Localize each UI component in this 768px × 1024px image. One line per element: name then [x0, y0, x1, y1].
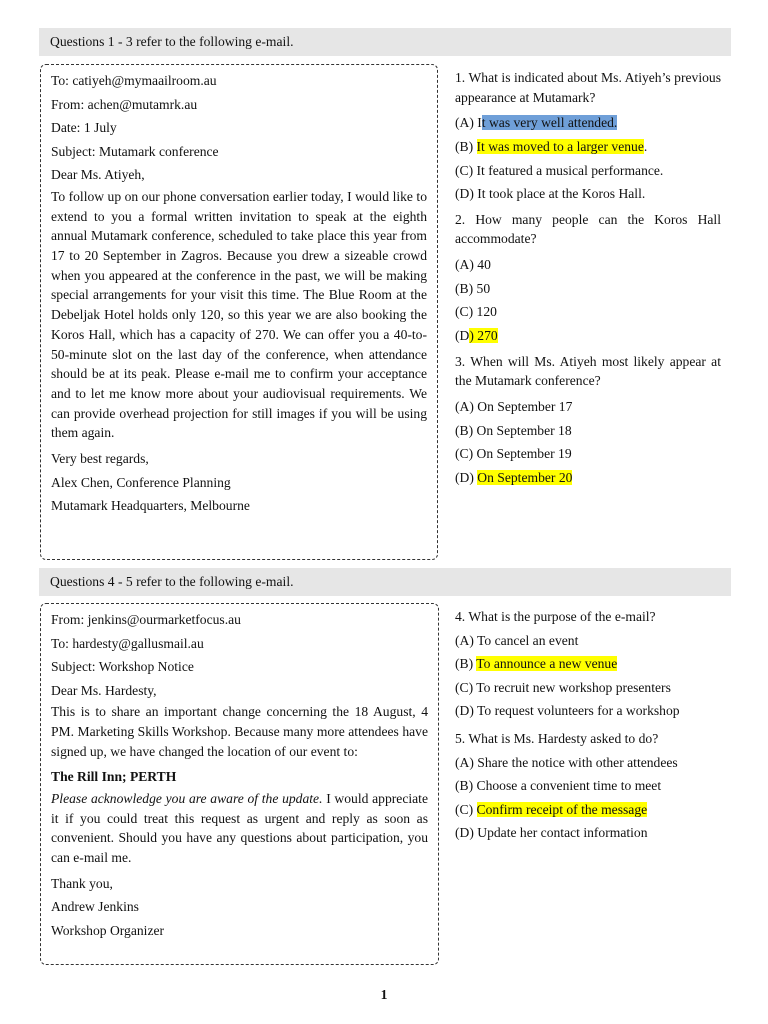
option-3c[interactable]: (C) On September 19: [455, 446, 572, 462]
email-box-2: [40, 603, 439, 965]
email-closing: Very best regards,: [51, 451, 149, 467]
email-to: To: catiyeh@mymaailroom.au: [51, 73, 217, 88]
email-date: Date: 1 July: [51, 120, 117, 136]
email-greeting: Dear Ms. Hardesty,: [51, 682, 157, 698]
option-2b[interactable]: (B) 50: [455, 280, 491, 296]
email-body: This is to share an important change concerning the 18 August, 4 PM. Marketing Skills Workshop. Because many more attendees have signed up, we have changed the location of our event to:: [51, 704, 428, 759]
questions-column-1: [455, 68, 721, 489]
question-5: 5. What is Ms. Hardesty asked to do?: [455, 730, 659, 746]
option-2d[interactable]: (D) 270: [455, 327, 498, 343]
email-venue: The Rill Inn; PERTH: [51, 769, 177, 785]
email-body-2-rest: I would appreciate it if you could treat this request as urgent and reply as soon as convenient. Should you have any questions about participation, you can e-mail me.: [51, 791, 428, 866]
email-body-2: [51, 789, 428, 868]
question-4: 4. What is the purpose of the e-mail?: [455, 609, 656, 624]
option-5a[interactable]: (A) Share the notice with other attendees: [455, 754, 678, 770]
question-2: 2. How many people can the Koros Hall accommodate?: [455, 211, 721, 247]
option-3d[interactable]: (D) On September 20: [455, 469, 573, 485]
option-4d[interactable]: (D) To request volunteers for a workshop: [455, 703, 680, 719]
email-closing: Thank you,: [51, 875, 113, 891]
email-from: From: jenkins@ourmarketfocus.au: [51, 612, 241, 627]
question-1: 1. What is indicated about Ms. Atiyeh’s previous appearance at Mutamark?: [455, 70, 721, 105]
option-1d[interactable]: (D) It took place at the Koros Hall.: [455, 186, 646, 202]
email-subject: Subject: Mutamark conference: [51, 143, 219, 159]
option-3b[interactable]: (B) On September 18: [455, 422, 572, 438]
option-3a[interactable]: (A) On September 17: [455, 398, 573, 414]
email-body: To follow up on our phone conversation earlier today, I would like to extend to you a formal written invitation to speak at the eighth annual Mutamark conference, scheduled to take place this year from 17 to 20 September in Zagros. Because you drew a sizeable crowd when you appeared at the conference in the past, we will be making special arrangements for your visit this time. The Blue Room at the Debeljak Hotel holds only 120, so this year we are also booking the Koros Hall, which has a capacity of 270. We can offer you a 40-to-50-minute slot on the last day of the conference, when attendance should be at its peak. Please e-mail me to confirm your acceptance and to let me know more about your audiovisual requirements. We can provide overhead projection for still images if you will be using them again.: [51, 188, 427, 441]
email-signature-title: Workshop Organizer: [51, 923, 165, 939]
option-1b[interactable]: (B) It was moved to a larger venue.: [455, 139, 648, 154]
option-4b[interactable]: (B) To announce a new venue: [455, 656, 618, 672]
email-box-1: [40, 64, 438, 560]
questions-column-2: [455, 605, 721, 845]
email-subject: Subject: Workshop Notice: [51, 659, 194, 675]
section2-banner: Questions 4 - 5 refer to the following e-mail.: [39, 568, 731, 596]
option-2c[interactable]: (C) 120: [455, 304, 497, 320]
page-number: 1: [380, 987, 388, 1002]
option-2a[interactable]: (A) 40: [455, 257, 491, 273]
email-to: To: hardesty@gallusmail.au: [51, 635, 204, 651]
option-4a[interactable]: (A) To cancel an event: [455, 632, 579, 648]
option-1a[interactable]: (A) It was very well attended.: [455, 115, 618, 131]
question-3: 3. When will Ms. Atiyeh most likely appear at the Mutamark conference?: [455, 353, 721, 389]
option-5b[interactable]: (B) Choose a convenient time to meet: [455, 778, 662, 794]
section1-banner: Questions 1 - 3 refer to the following e-mail.: [39, 28, 731, 56]
option-4c[interactable]: (C) To recruit new workshop presenters: [455, 679, 671, 695]
email-signature-name: Andrew Jenkins: [51, 899, 139, 915]
acknowledge-request: Please acknowledge you are aware of the update.: [51, 791, 323, 807]
email-signature-name: Alex Chen, Conference Planning: [51, 474, 231, 490]
email-greeting: Dear Ms. Atiyeh,: [51, 167, 145, 183]
email-signature-org: Mutamark Headquarters, Melbourne: [51, 498, 250, 514]
email-from: From: achen@mutamrk.au: [51, 96, 198, 112]
option-5d[interactable]: (D) Update her contact information: [455, 825, 648, 841]
option-5c[interactable]: (C) Confirm receipt of the message: [455, 801, 648, 817]
option-1c[interactable]: (C) It featured a musical performance.: [455, 162, 664, 178]
